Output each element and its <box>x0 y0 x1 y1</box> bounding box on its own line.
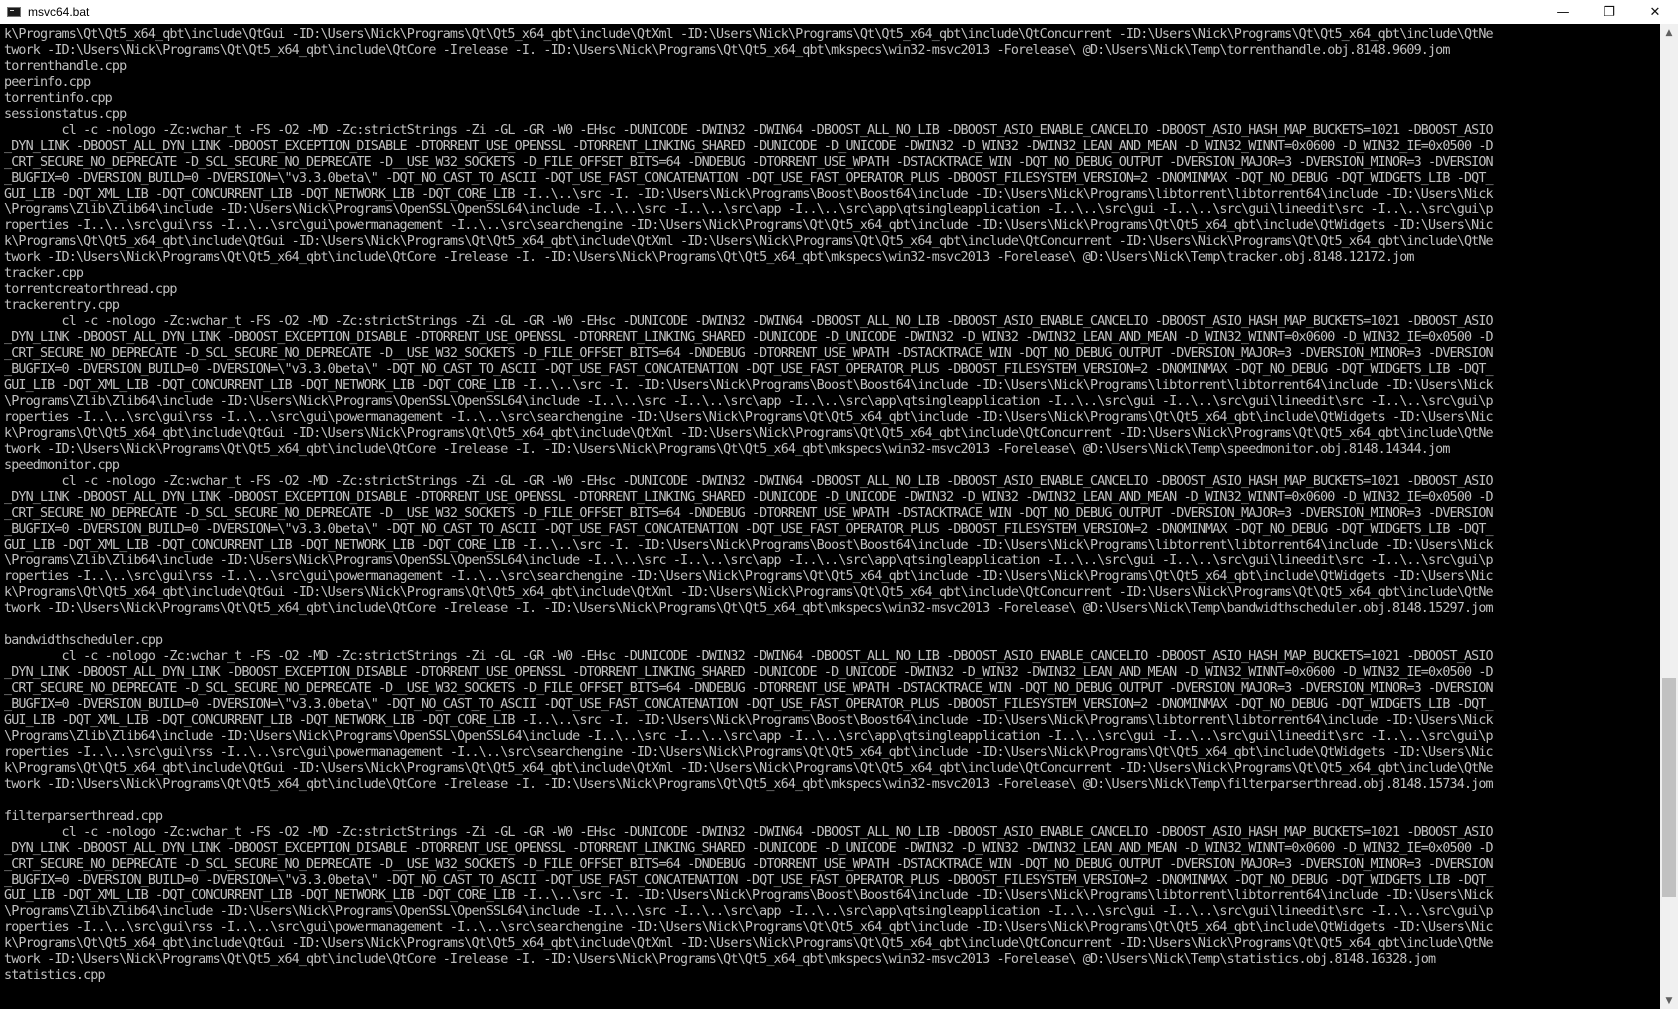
console-line: _BUGFIX=0 -DVERSION_BUILD=0 -DVERSION=\"v3.3.0beta\" -DQT_NO_CAST_TO_ASCII -DQT_USE_FAST_CONCATENATION -DQT_USE_FAST_OPERATOR_PLUS -DBOOST_FILESYSTEM_VERSION=2 -DNOMINMAX -DQT_NO_DEBUG -DQT_WIDGETS_LIB -DQT_ <box>4 170 1493 186</box>
title-bar[interactable] <box>0 0 1678 24</box>
console-line: _BUGFIX=0 -DVERSION_BUILD=0 -DVERSION=\"v3.3.0beta\" -DQT_NO_CAST_TO_ASCII -DQT_USE_FAST_CONCATENATION -DQT_USE_FAST_OPERATOR_PLUS -DBOOST_FILESYSTEM_VERSION=2 -DNOMINMAX -DQT_NO_DEBUG -DQT_WIDGETS_LIB -DQT_ <box>4 521 1493 537</box>
console-line: cl -c -nologo -Zc:wchar_t -FS -O2 -MD -Zc:strictStrings -Zi -GL -GR -W0 -EHsc -DUNICODE -DWIN32 -DWIN64 -DBOOST_ALL_NO_LIB -DBOOST_ASIO_ENABLE_CANCELIO -DBOOST_ASIO_HASH_MAP_BUCKETS=1021 -DBOOST_ASIO <box>4 649 1493 665</box>
window-title: msvc64.bat <box>28 5 90 19</box>
console-line: sessionstatus.cpp <box>4 106 127 122</box>
console-line: _CRT_SECURE_NO_DEPRECATE -D_SCL_SECURE_NO_DEPRECATE -D__USE_W32_SOCKETS -D_FILE_OFFSET_BITS=64 -DNDEBUG -DTORRENT_USE_WPATH -DSTACKTRACE_WIN -DQT_NO_DEBUG_OUTPUT -DVERSION_MAJOR=3 -DVERSION_MINOR=3 -DVERSION <box>4 154 1493 170</box>
console-line: trackerentry.cpp <box>4 298 120 314</box>
console-line: k\Programs\Qt\Qt5_x64_qbt\include\QtGui -ID:\Users\Nick\Programs\Qt\Qt5_x64_qbt\include\QtXml -ID:\Users\Nick\Programs\Qt\Qt5_x64_qbt\include\QtConcurrent -ID:\Users\Nick\Programs\Qt\Qt5_x64_qbt\include\QtNe <box>4 585 1493 601</box>
console-line: torrenthandle.cpp <box>4 58 127 74</box>
console-line: cl -c -nologo -Zc:wchar_t -FS -O2 -MD -Zc:strictStrings -Zi -GL -GR -W0 -EHsc -DUNICODE -DWIN32 -DWIN64 -DBOOST_ALL_NO_LIB -DBOOST_ASIO_ENABLE_CANCELIO -DBOOST_ASIO_HASH_MAP_BUCKETS=1021 -DBOOST_ASIO <box>4 824 1493 840</box>
console-line: GUI_LIB -DQT_XML_LIB -DQT_CONCURRENT_LIB -DQT_NETWORK_LIB -DQT_CORE_LIB -I..\..\src -I. -ID:\Users\Nick\Programs\Boost\Boost64\include -ID:\Users\Nick\Programs\libtorrent\libtorrent64\include -ID:\Users\Nick <box>4 712 1493 728</box>
console-line: _DYN_LINK -DBOOST_ALL_DYN_LINK -DBOOST_EXCEPTION_DISABLE -DTORRENT_USE_OPENSSL -DTORRENT_LINKING_SHARED -DUNICODE -D_UNICODE -DWIN32 -D_WIN32 -DWIN32_LEAN_AND_MEAN -D_WIN32_WINNT=0x0600 -D_WIN32_IE=0x0500 -D <box>4 138 1493 154</box>
console-line: \Programs\Zlib\Zlib64\include -ID:\Users\Nick\Programs\OpenSSL\OpenSSL64\include -I..\..\src -I..\..\src\app -I..\..\src\app\qtsingleapplication -I..\..\src\gui -I..\..\src\gui\lineedit\src -I..\..\src\gui\p <box>4 202 1493 218</box>
console-line: _DYN_LINK -DBOOST_ALL_DYN_LINK -DBOOST_EXCEPTION_DISABLE -DTORRENT_USE_OPENSSL -DTORRENT_LINKING_SHARED -DUNICODE -D_UNICODE -DWIN32 -D_WIN32 -DWIN32_LEAN_AND_MEAN -D_WIN32_WINNT=0x0600 -D_WIN32_IE=0x0500 -D <box>4 330 1493 346</box>
console-line <box>4 793 1660 809</box>
vertical-scrollbar[interactable] <box>1660 24 1678 1009</box>
maximize-button[interactable]: ❐ <box>1603 4 1615 20</box>
console-line: _CRT_SECURE_NO_DEPRECATE -D_SCL_SECURE_NO_DEPRECATE -D__USE_W32_SOCKETS -D_FILE_OFFSET_BITS=64 -DNDEBUG -DTORRENT_USE_WPATH -DSTACKTRACE_WIN -DQT_NO_DEBUG_OUTPUT -DVERSION_MAJOR=3 -DVERSION_MINOR=3 -DVERSION <box>4 346 1493 362</box>
console-line: _BUGFIX=0 -DVERSION_BUILD=0 -DVERSION=\"v3.3.0beta\" -DQT_NO_CAST_TO_ASCII -DQT_USE_FAST_CONCATENATION -DQT_USE_FAST_OPERATOR_PLUS -DBOOST_FILESYSTEM_VERSION=2 -DNOMINMAX -DQT_NO_DEBUG -DQT_WIDGETS_LIB -DQT_ <box>4 697 1493 713</box>
console-line: \Programs\Zlib\Zlib64\include -ID:\Users\Nick\Programs\OpenSSL\OpenSSL64\include -I..\..\src -I..\..\src\app -I..\..\src\app\qtsingleapplication -I..\..\src\gui -I..\..\src\gui\lineedit\src -I..\..\src\gui\p <box>4 393 1493 409</box>
console-line: peerinfo.cpp <box>4 74 91 90</box>
console-line: cl -c -nologo -Zc:wchar_t -FS -O2 -MD -Zc:strictStrings -Zi -GL -GR -W0 -EHsc -DUNICODE -DWIN32 -DWIN64 -DBOOST_ALL_NO_LIB -DBOOST_ASIO_ENABLE_CANCELIO -DBOOST_ASIO_HASH_MAP_BUCKETS=1021 -DBOOST_ASIO <box>4 314 1493 330</box>
console-line: k\Programs\Qt\Qt5_x64_qbt\include\QtGui -ID:\Users\Nick\Programs\Qt\Qt5_x64_qbt\include\QtXml -ID:\Users\Nick\Programs\Qt\Qt5_x64_qbt\include\QtConcurrent -ID:\Users\Nick\Programs\Qt\Qt5_x64_qbt\include\QtNe <box>4 27 1493 42</box>
console-line: _DYN_LINK -DBOOST_ALL_DYN_LINK -DBOOST_EXCEPTION_DISABLE -DTORRENT_USE_OPENSSL -DTORRENT_LINKING_SHARED -DUNICODE -D_UNICODE -DWIN32 -D_WIN32 -DWIN32_LEAN_AND_MEAN -D_WIN32_WINNT=0x0600 -D_WIN32_IE=0x0500 -D <box>4 665 1493 681</box>
console-line: _CRT_SECURE_NO_DEPRECATE -D_SCL_SECURE_NO_DEPRECATE -D__USE_W32_SOCKETS -D_FILE_OFFSET_BITS=64 -DNDEBUG -DTORRENT_USE_WPATH -DSTACKTRACE_WIN -DQT_NO_DEBUG_OUTPUT -DVERSION_MAJOR=3 -DVERSION_MINOR=3 -DVERSION <box>4 681 1493 697</box>
console-line: twork -ID:\Users\Nick\Programs\Qt\Qt5_x64_qbt\include\QtCore -Irelease -I. -ID:\Users\Nick\Programs\Qt\Qt5_x64_qbt\mkspecs\win32-msvc2013 -Forelease\ @D:\Users\Nick\Temp\bandwidthscheduler.obj.8148.15297.jom <box>4 601 1493 617</box>
minimize-button[interactable]: — <box>1556 4 1570 20</box>
console-line: k\Programs\Qt\Qt5_x64_qbt\include\QtGui -ID:\Users\Nick\Programs\Qt\Qt5_x64_qbt\include\QtXml -ID:\Users\Nick\Programs\Qt\Qt5_x64_qbt\include\QtConcurrent -ID:\Users\Nick\Programs\Qt\Qt5_x64_qbt\include\QtNe <box>4 234 1493 250</box>
console-line: k\Programs\Qt\Qt5_x64_qbt\include\QtGui -ID:\Users\Nick\Programs\Qt\Qt5_x64_qbt\include\QtXml -ID:\Users\Nick\Programs\Qt\Qt5_x64_qbt\include\QtConcurrent -ID:\Users\Nick\Programs\Qt\Qt5_x64_qbt\include\QtNe <box>4 425 1493 441</box>
console-line: roperties -I..\..\src\gui\rss -I..\..\src\gui\powermanagement -I..\..\src\searchengine -ID:\Users\Nick\Programs\Qt\Qt5_x64_qbt\include -ID:\Users\Nick\Programs\Qt\Qt5_x64_qbt\include\QtWidgets -ID:\Users\Nic <box>4 744 1493 760</box>
console-line: twork -ID:\Users\Nick\Programs\Qt\Qt5_x64_qbt\include\QtCore -Irelease -I. -ID:\Users\Nick\Programs\Qt\Qt5_x64_qbt\mkspecs\win32-msvc2013 -Forelease\ @D:\Users\Nick\Temp\statistics.obj.8148.16328.jom <box>4 952 1436 968</box>
console-line: roperties -I..\..\src\gui\rss -I..\..\src\gui\powermanagement -I..\..\src\searchengine -ID:\Users\Nick\Programs\Qt\Qt5_x64_qbt\include -ID:\Users\Nick\Programs\Qt\Qt5_x64_qbt\include\QtWidgets -ID:\Users\Nic <box>4 920 1493 936</box>
console-line: roperties -I..\..\src\gui\rss -I..\..\src\gui\powermanagement -I..\..\src\searchengine -ID:\Users\Nick\Programs\Qt\Qt5_x64_qbt\include -ID:\Users\Nick\Programs\Qt\Qt5_x64_qbt\include\QtWidgets -ID:\Users\Nic <box>4 218 1493 234</box>
console-line: twork -ID:\Users\Nick\Programs\Qt\Qt5_x64_qbt\include\QtCore -Irelease -I. -ID:\Users\Nick\Programs\Qt\Qt5_x64_qbt\mkspecs\win32-msvc2013 -Forelease\ @D:\Users\Nick\Temp\speedmonitor.obj.8148.14344.jom <box>4 441 1450 457</box>
console-line: twork -ID:\Users\Nick\Programs\Qt\Qt5_x64_qbt\include\QtCore -Irelease -I. -ID:\Users\Nick\Programs\Qt\Qt5_x64_qbt\mkspecs\win32-msvc2013 -Forelease\ @D:\Users\Nick\Temp\tracker.obj.8148.12172.jom <box>4 250 1414 266</box>
console-line: torrentcreatorthread.cpp <box>4 282 177 298</box>
console-line: k\Programs\Qt\Qt5_x64_qbt\include\QtGui -ID:\Users\Nick\Programs\Qt\Qt5_x64_qbt\include\QtXml -ID:\Users\Nick\Programs\Qt\Qt5_x64_qbt\include\QtConcurrent -ID:\Users\Nick\Programs\Qt\Qt5_x64_qbt\include\QtNe <box>4 936 1493 952</box>
console-line: cl -c -nologo -Zc:wchar_t -FS -O2 -MD -Zc:strictStrings -Zi -GL -GR -W0 -EHsc -DUNICODE -DWIN32 -DWIN64 -DBOOST_ALL_NO_LIB -DBOOST_ASIO_ENABLE_CANCELIO -DBOOST_ASIO_HASH_MAP_BUCKETS=1021 -DBOOST_ASIO <box>4 473 1493 489</box>
console-output-area[interactable] <box>0 24 1660 1009</box>
console-line: bandwidthscheduler.cpp <box>4 633 163 649</box>
console-line: twork -ID:\Users\Nick\Programs\Qt\Qt5_x64_qbt\include\QtCore -Irelease -I. -ID:\Users\Nick\Programs\Qt\Qt5_x64_qbt\mkspecs\win32-msvc2013 -Forelease\ @D:\Users\Nick\Temp\filterparserthread.obj.8148.15734.jom <box>4 776 1493 792</box>
console-line: torrentinfo.cpp <box>4 90 112 106</box>
console-line: \Programs\Zlib\Zlib64\include -ID:\Users\Nick\Programs\OpenSSL\OpenSSL64\include -I..\..\src -I..\..\src\app -I..\..\src\app\qtsingleapplication -I..\..\src\gui -I..\..\src\gui\lineedit\src -I..\..\src\gui\p <box>4 553 1493 569</box>
console-line <box>4 617 1660 633</box>
console-line: tracker.cpp <box>4 266 84 282</box>
console-line: speedmonitor.cpp <box>4 457 120 473</box>
console-app-icon[interactable] <box>7 7 21 17</box>
console-line: _CRT_SECURE_NO_DEPRECATE -D_SCL_SECURE_NO_DEPRECATE -D__USE_W32_SOCKETS -D_FILE_OFFSET_BITS=64 -DNDEBUG -DTORRENT_USE_WPATH -DSTACKTRACE_WIN -DQT_NO_DEBUG_OUTPUT -DVERSION_MAJOR=3 -DVERSION_MINOR=3 -DVERSION <box>4 505 1493 521</box>
close-button[interactable]: ✕ <box>1649 4 1661 20</box>
console-line: _BUGFIX=0 -DVERSION_BUILD=0 -DVERSION=\"v3.3.0beta\" -DQT_NO_CAST_TO_ASCII -DQT_USE_FAST_CONCATENATION -DQT_USE_FAST_OPERATOR_PLUS -DBOOST_FILESYSTEM_VERSION=2 -DNOMINMAX -DQT_NO_DEBUG -DQT_WIDGETS_LIB -DQT_ <box>4 872 1493 888</box>
console-line: _DYN_LINK -DBOOST_ALL_DYN_LINK -DBOOST_EXCEPTION_DISABLE -DTORRENT_USE_OPENSSL -DTORRENT_LINKING_SHARED -DUNICODE -D_UNICODE -DWIN32 -D_WIN32 -DWIN32_LEAN_AND_MEAN -D_WIN32_WINNT=0x0600 -D_WIN32_IE=0x0500 -D <box>4 840 1493 856</box>
scroll-down-arrow-icon[interactable]: ▼ <box>1665 995 1673 1006</box>
console-line: roperties -I..\..\src\gui\rss -I..\..\src\gui\powermanagement -I..\..\src\searchengine -ID:\Users\Nick\Programs\Qt\Qt5_x64_qbt\include -ID:\Users\Nick\Programs\Qt\Qt5_x64_qbt\include\QtWidgets -ID:\Users\Nic <box>4 409 1493 425</box>
console-line: filterparserthread.cpp <box>4 808 163 824</box>
console-line: _BUGFIX=0 -DVERSION_BUILD=0 -DVERSION=\"v3.3.0beta\" -DQT_NO_CAST_TO_ASCII -DQT_USE_FAST_CONCATENATION -DQT_USE_FAST_OPERATOR_PLUS -DBOOST_FILESYSTEM_VERSION=2 -DNOMINMAX -DQT_NO_DEBUG -DQT_WIDGETS_LIB -DQT_ <box>4 362 1493 378</box>
console-line: \Programs\Zlib\Zlib64\include -ID:\Users\Nick\Programs\OpenSSL\OpenSSL64\include -I..\..\src -I..\..\src\app -I..\..\src\app\qtsingleapplication -I..\..\src\gui -I..\..\src\gui\lineedit\src -I..\..\src\gui\p <box>4 728 1493 744</box>
console-line: _CRT_SECURE_NO_DEPRECATE -D_SCL_SECURE_NO_DEPRECATE -D__USE_W32_SOCKETS -D_FILE_OFFSET_BITS=64 -DNDEBUG -DTORRENT_USE_WPATH -DSTACKTRACE_WIN -DQT_NO_DEBUG_OUTPUT -DVERSION_MAJOR=3 -DVERSION_MINOR=3 -DVERSION <box>4 856 1493 872</box>
console-line: _DYN_LINK -DBOOST_ALL_DYN_LINK -DBOOST_EXCEPTION_DISABLE -DTORRENT_USE_OPENSSL -DTORRENT_LINKING_SHARED -DUNICODE -D_UNICODE -DWIN32 -D_WIN32 -DWIN32_LEAN_AND_MEAN -D_WIN32_WINNT=0x0600 -D_WIN32_IE=0x0500 -D <box>4 489 1493 505</box>
console-line: \Programs\Zlib\Zlib64\include -ID:\Users\Nick\Programs\OpenSSL\OpenSSL64\include -I..\..\src -I..\..\src\app -I..\..\src\app\qtsingleapplication -I..\..\src\gui -I..\..\src\gui\lineedit\src -I..\..\src\gui\p <box>4 904 1493 920</box>
console-line: roperties -I..\..\src\gui\rss -I..\..\src\gui\powermanagement -I..\..\src\searchengine -ID:\Users\Nick\Programs\Qt\Qt5_x64_qbt\include -ID:\Users\Nick\Programs\Qt\Qt5_x64_qbt\include\QtWidgets -ID:\Users\Nic <box>4 569 1493 585</box>
console-line: GUI_LIB -DQT_XML_LIB -DQT_CONCURRENT_LIB -DQT_NETWORK_LIB -DQT_CORE_LIB -I..\..\src -I. -ID:\Users\Nick\Programs\Boost\Boost64\include -ID:\Users\Nick\Programs\libtorrent\libtorrent64\include -ID:\Users\Nick <box>4 537 1493 553</box>
console-line: twork -ID:\Users\Nick\Programs\Qt\Qt5_x64_qbt\include\QtCore -Irelease -I. -ID:\Users\Nick\Programs\Qt\Qt5_x64_qbt\mkspecs\win32-msvc2013 -Forelease\ @D:\Users\Nick\Temp\torrenthandle.obj.8148.9609.jom <box>4 42 1450 58</box>
console-line: GUI_LIB -DQT_XML_LIB -DQT_CONCURRENT_LIB -DQT_NETWORK_LIB -DQT_CORE_LIB -I..\..\src -I. -ID:\Users\Nick\Programs\Boost\Boost64\include -ID:\Users\Nick\Programs\libtorrent\libtorrent64\include -ID:\Users\Nick <box>4 186 1493 202</box>
console-text <box>0 24 1660 984</box>
scroll-up-arrow-icon[interactable]: ▲ <box>1665 27 1673 38</box>
scrollbar-thumb[interactable] <box>1662 678 1676 897</box>
console-line: GUI_LIB -DQT_XML_LIB -DQT_CONCURRENT_LIB -DQT_NETWORK_LIB -DQT_CORE_LIB -I..\..\src -I. -ID:\Users\Nick\Programs\Boost\Boost64\include -ID:\Users\Nick\Programs\libtorrent\libtorrent64\include -ID:\Users\Nick <box>4 377 1493 393</box>
console-line: statistics.cpp <box>4 968 105 984</box>
console-line: cl -c -nologo -Zc:wchar_t -FS -O2 -MD -Zc:strictStrings -Zi -GL -GR -W0 -EHsc -DUNICODE -DWIN32 -DWIN64 -DBOOST_ALL_NO_LIB -DBOOST_ASIO_ENABLE_CANCELIO -DBOOST_ASIO_HASH_MAP_BUCKETS=1021 -DBOOST_ASIO <box>4 122 1493 138</box>
console-line: k\Programs\Qt\Qt5_x64_qbt\include\QtGui -ID:\Users\Nick\Programs\Qt\Qt5_x64_qbt\include\QtXml -ID:\Users\Nick\Programs\Qt\Qt5_x64_qbt\include\QtConcurrent -ID:\Users\Nick\Programs\Qt\Qt5_x64_qbt\include\QtNe <box>4 760 1493 776</box>
console-line: GUI_LIB -DQT_XML_LIB -DQT_CONCURRENT_LIB -DQT_NETWORK_LIB -DQT_CORE_LIB -I..\..\src -I. -ID:\Users\Nick\Programs\Boost\Boost64\include -ID:\Users\Nick\Programs\libtorrent\libtorrent64\include -ID:\Users\Nick <box>4 888 1493 904</box>
